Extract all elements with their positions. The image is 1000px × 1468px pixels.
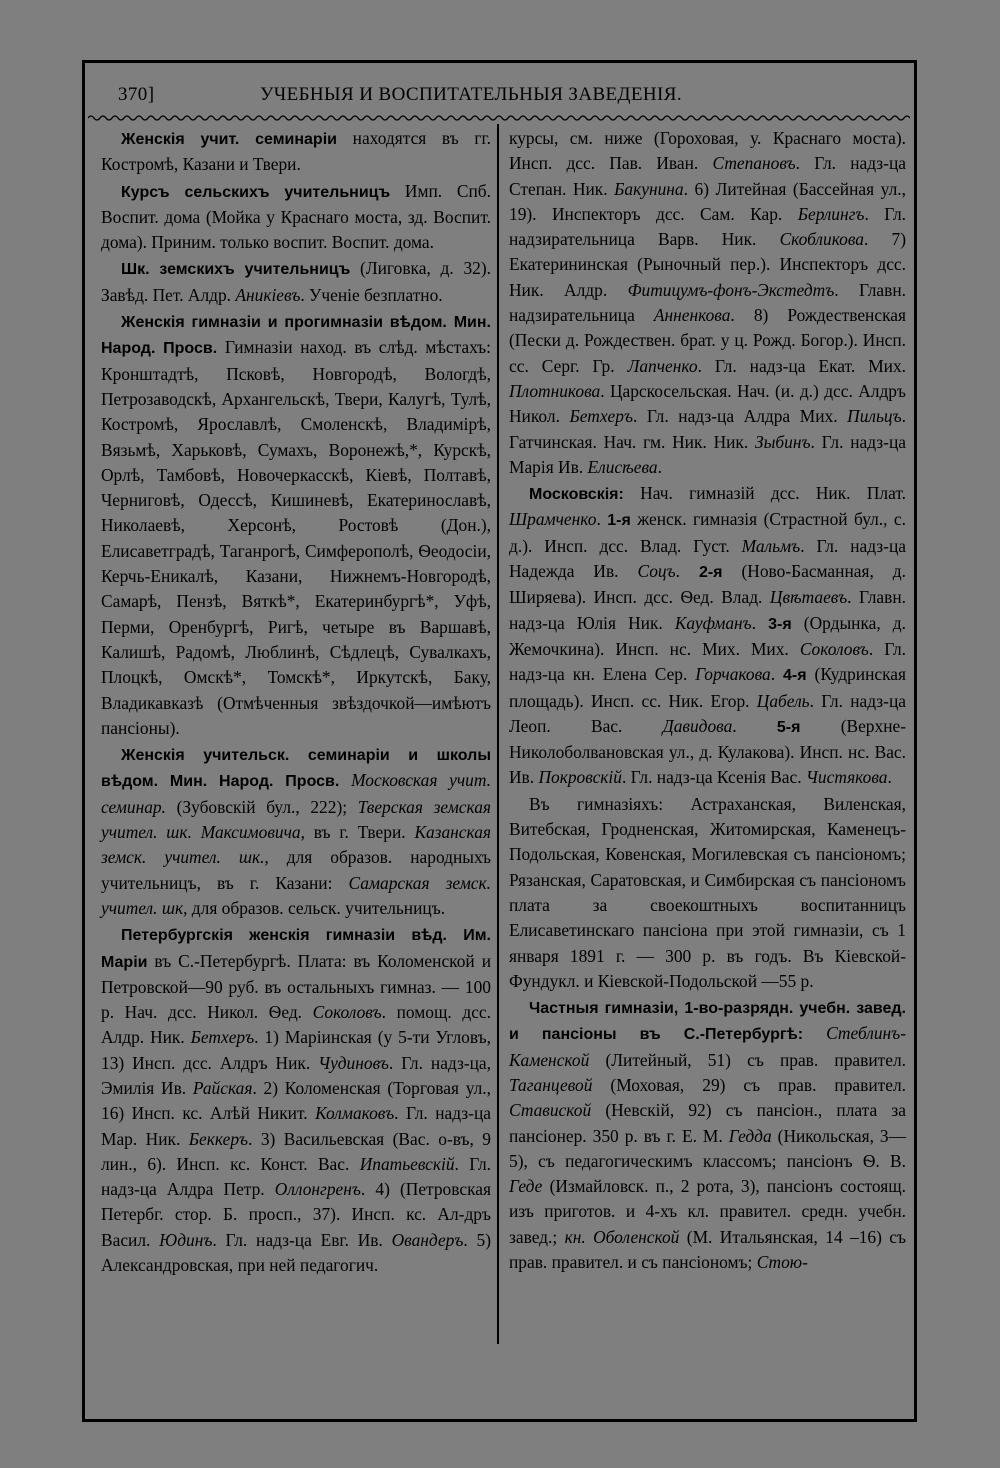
entry-heading: Женскія учит. семинаріи (121, 131, 337, 148)
entry-provincial-gymnasia: Въ гимназіяхъ: Астраханская, Виленская, Витебская, Гродненская, Житомирская, Каменецъ-Подольская, Ковенская, Могилевская съ пансіономъ; Рязанская, Саратовская, и Симбирская съ пансіономъ плата за своекоштныхъ воспитанницъ Елисаветинскаго пансіона при этой гимназіи, съ 1 января 1891 г. — 300 р. въ годъ. Въ Кіевской-Фундукл. и Кіевской-Подольской —55 р. (509, 793, 906, 991)
entry-womens-gymnasia: Женскія гимназіи и прогимназіи вѣдом. Мин. Народ. Просв. Гимназіи наход. въ слѣд. мѣстахъ: Кронштадтѣ, Псковѣ, Новгородѣ, Вологдѣ, Петрозаводскѣ, Архангельскѣ, Твери, Калугѣ, Тулѣ, Костромѣ, Ярославлѣ, Смоленскѣ, Владимірѣ, Вязьмѣ, Харьковѣ, Сумахъ, Воронежѣ,*, Курскѣ, Орлѣ, Тамбовѣ, Новочеркасскѣ, Кіевѣ, Полтавѣ, Черниговѣ, Одессѣ, Кишиневѣ, Екатеринославѣ, Николаевѣ, Херсонѣ, Ростовѣ (Дон.), Елисаветградѣ, Таганрогѣ, Симферополѣ, Ѳеодосіи, Керчь-Еникалѣ, Казани, Нижнемъ-Новгородѣ, Самарѣ, Пензѣ, Вяткѣ*, Екатеринбургѣ*, Уфѣ, Перми, Оренбургѣ, Ригѣ, четыре въ Варшавѣ, Калишѣ, Радомѣ, Люблинѣ, Сѣдлецѣ, Сувалкахъ, Плоцкѣ, Омскѣ*, Томскѣ*, Иркутскѣ, Баку, Владикавказѣ (Отмѣченныя звѣздочкой—имѣютъ пансіоны). (101, 314, 491, 738)
entry-heading: Шк. земскихъ учительницъ (121, 261, 351, 279)
entry-private-gymnasia: Частныя гимназіи, 1-во-разрядн. учебн. завед. и пансіоны въ С.-Петербургѣ: Стеблинъ-Каменской (Литейный, 51) съ прав. правител. Таганцевой (Моховая, 29) съ прав. правител. Ставиской (Невскій, 92) съ пансіон., плата за пансіонер. 350 р. въ г. Е. М. Гедда (Никольская, 3—5), съ педагогическимъ классомъ; пансіонъ Ѳ. В. Геде (Измайловск. п., 2 рота, 3), пансіонъ состоящ. изъ приготов. и 4-хъ кл. правител. средн. учебн. завед.; кн. Оболенской (М. Итальянская, 14 –16) съ прав. правител. и съ пансіономъ; Стою- (509, 1000, 907, 1273)
left-column (101, 126, 491, 1279)
right-column (509, 126, 906, 1276)
entry-heading: Петербургскія женскія гимназіи вѣд. Им. Маріи (101, 927, 491, 971)
column-divider (497, 124, 499, 1344)
entry-continuation: курсы, см. ниже (Гороховая, у. Краснаго моста). Инсп. дсс. Пав. Иван. Степановъ. Гл. надз-ца Степан. Ник. Бакунина. 6) Литейная (Бассейная ул., 19). Инспекторъ дсс. Сам. Кар. Берлингъ. Гл. надзирательница Варв. Ник. Скобликова. 7) Екатерининская (Рыночный пер.). Инспекторъ дсс. Ник. Алдр. Фитицумъ-фонъ-Экстедтъ. Главн. надзирательница Анненкова. 8) Рождественская (Пески д. Рождествен. брат. у ц. Рожд. Богор.). Инсп. сс. Серг. Гр. Лапченко. Гл. надз-ца Екат. Мих. Плотникова. Царскосельская. Нач. (и. д.) дсс. Алдръ Никол. Бетхеръ. Гл. надз-ца Алдра Мих. Пильцъ. Гатчинская. Нач. гм. Ник. Ник. Зыбинъ. Гл. надз-ца Марія Ив. Елисѣева. (509, 128, 907, 477)
entry-heading: Частныя гимназіи, 1-во-разрядн. учебн. завед. и пансіоны въ С.-Петербургѣ: (509, 1000, 906, 1044)
entry-heading: Женскія учительск. семинаріи и школы вѣдом. Мин. Народ. Просв. (101, 747, 491, 791)
page-header (118, 84, 918, 114)
entry-teacher-seminaries: Женскія учит. семинаріи находятся въ гг. Костромѣ, Казани и Твери. (101, 128, 492, 175)
running-title: УЧЕБНЫЯ И ВОСПИТАТЕЛЬНЫЯ ЗАВЕДЕНІЯ. (260, 84, 682, 105)
entry-teacher-seminaries-ministry: Женскія учительск. семинаріи и школы вѣдом. Мин. Народ. Просв. Московская учит. семинар. (Зубовскій бул., 222); Тверская земская учител. шк. Максимовича, въ г. Твери. Казанская земск. учител. шк., для образов. народныхъ учительницъ, въ г. Казани: Самарская земск. учител. шк, для образов. сельск. учительницъ. (101, 747, 492, 918)
entry-zemstvo-school: Шк. земскихъ учительницъ (Лиговка, д. 32). Завѣд. Пет. Алдр. Аникіевъ. Ученіе безплатно. (101, 258, 491, 305)
entry-moscow-gymnasia: Московскія: Нач. гимназій дсс. Ник. Плат. Шрамченко. 1-я женск. гимназія (Страстной бул., с. д.). Инсп. дсс. Влад. Густ. Мальмъ. Гл. надз-ца Надежда Ив. Соцъ. 2-я (Ново-Басманная, д. Ширяева). Инсп. дсс. Ѳед. Влад. Цвѣтаевъ. Главн. надз-ца Юлія Ник. Кауфманъ. 3-я (Ордынка, д. Жемочкина). Инсп. нс. Мих. Мих. Соколовъ. Гл. надз-ца кн. Елена Сер. Горчакова. 4-я (Кудринская площадь). Инсп. сс. Ник. Егор. Цабель. Гл. надз-ца Леоп. Вас. Давидова. 5-я (Верхне-Николоболвановская ул., д. Кулакова). Инсп. нс. Вас. Ив. Покровскій. Гл. надз-ца Ксенія Вас. Чистякова. (509, 483, 907, 788)
entry-petersburg-gymnasia: Петербургскія женскія гимназіи вѣд. Им. Маріи въ С.-Петербургѣ. Плата: въ Коломенской и Петровской—90 руб. въ остальныхъ гимназ. — 100 р. Нач. дсс. Никол. Ѳед. Соколовъ. помощ. дсс. Алдр. Ник. Бетхеръ. 1) Маріинская (у 5-ти Угловъ, 13) Инсп. дсс. Алдръ Ник. Чудиновъ. Гл. надз-ца, Эмилія Ив. Райская. 2) Коломенская (Торговая ул., 16) Инсп. кс. Алѣй Никит. Колмаковъ. Гл. надз-ца Мар. Ник. Беккеръ. 3) Васильевская (Вас. о-въ, 9 лин., 6). Инсп. кс. Конст. Вас. Ипатьевскій. Гл. надз-ца Алдра Петр. Оллонгренъ. 4) (Петровская Петербг. стор. Б. просп., 37). Инсп. кс. Ал-дръ Васил. Юдинъ. Гл. надз-ца Евг. Ив. Овандеръ. 5) Александровская, при ней педагогич. (101, 927, 492, 1276)
page-number: 370] (118, 84, 155, 105)
entry-rural-teachers-course: Курсъ сельскихъ учительницъ Имп. Спб. Воспит. дома (Мойка у Краснаго моста, зд. Воспит. дома). Приним. только воспит. Воспит. дома. (101, 180, 491, 253)
entry-heading: Курсъ сельскихъ учительницъ (121, 183, 391, 201)
entry-heading: Московскія: (529, 486, 624, 504)
entry-heading: Женскія гимназіи и прогимназіи вѣдом. Мин. Народ. Просв. (101, 314, 491, 358)
wavy-rule (88, 114, 910, 122)
